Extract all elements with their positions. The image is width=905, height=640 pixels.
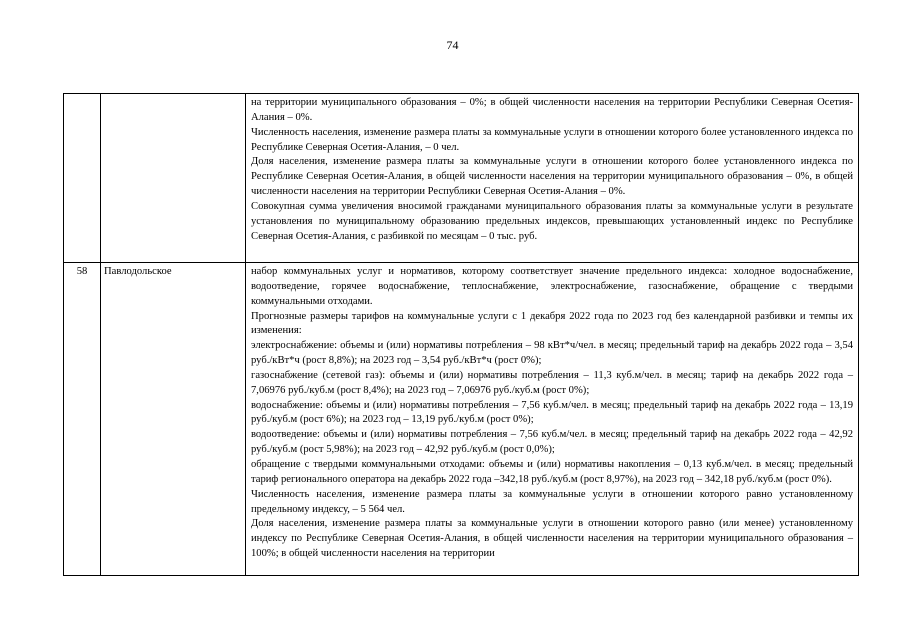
row-number-cell: 58: [64, 263, 101, 576]
description-cell: [246, 263, 859, 576]
description-paragraph: водоотведение: объемы и (или) нормативы потребления – 7,56 куб.м/чел. в месяц; предельный тариф на декабрь 2022 года – 42,92 руб./куб.м (рост 5,98%); на 2023 год – 42,92 руб./куб.м (рост 0,0%);: [251, 429, 853, 456]
description-paragraph: электроснабжение: объемы и (или) нормативы потребления – 98 кВт*ч/чел. в месяц; предельный тариф на декабрь 2022 года – 3,54 руб./кВт*ч (рост 8,8%); на 2023 год – 3,54 руб./кВт*ч (рост 0%);: [251, 340, 853, 367]
municipality-name-cell: [101, 94, 246, 263]
description-paragraph: Численность населения, изменение размера платы за коммунальные услуги в отношении которого равно установленному предельному индексу, – 5 564 чел.: [251, 488, 853, 515]
description-paragraph: Совокупная сумма увеличения вносимой гражданами муниципального образования платы за коммунальные услуги в результате установления по муниципальному образованию предельных индексов, превышающих установленный индекс по Республике Северная Осетия-Алания, с разбивкой по месяцам – 0 тыс. руб.: [251, 200, 853, 242]
row-number-cell: [64, 94, 101, 263]
description-paragraph: Доля населения, изменение размера платы за коммунальные услуги в отношении которого более установленного индекса по Республике Северная Осетия-Алания, в общей численности населения на территории муниципального образования – 0%, в общей численности населения на территории Республики Северная Осетия-Алания – 0%.: [251, 156, 853, 198]
description-paragraph: Прогнозные размеры тарифов на коммунальные услуги с 1 декабря 2022 года по 2023 год без календарной разбивки и темпы их изменения:: [251, 310, 853, 337]
description-paragraph: набор коммунальных услуг и нормативов, которому соответствует значение предельного индекса: холодное водоснабжение, водоотведение, горячее водоснабжение, теплоснабжение, электроснабжение, газоснабжение, обращение с твердыми коммунальными отходами.: [251, 266, 853, 307]
description-paragraph: водоснабжение: объемы и (или) нормативы потребления – 7,56 куб.м/чел. в месяц; предельный тариф на декабрь 2022 года – 13,19 руб./куб.м (рост 6%); на 2023 год – 13,19 руб./куб.м (рост 0%);: [251, 399, 853, 426]
description-paragraph: Численность населения, изменение размера платы за коммунальные услуги в отношении которого более установленного индекса по Республике Северная Осетия-Алания, – 0 чел.: [251, 126, 853, 153]
description-paragraph: обращение с твердыми коммунальными отходами: объемы и (или) нормативы накопления – 0,13 куб.м/чел. в месяц; предельный тариф регионального оператора на декабрь 2022 года –342,18 руб./куб.м (рост 8,97%), на 2023 год – 342,18 руб./куб.м (рост 0%).: [251, 458, 853, 485]
municipality-name-cell: Павлодольское: [101, 263, 246, 576]
municipal-tariff-table: [63, 93, 859, 576]
description-paragraph: Доля населения, изменение размера платы за коммунальные услуги в отношении которого равно (или менее) установленному индексу по Республике Северная Осетия-Алания, в общей численности населения на территории муниципального образования – 100%; в общей численности населения на территории: [251, 518, 853, 560]
description-paragraph: на территории муниципального образования – 0%; в общей численности населения на территории Республики Северная Осетия-Алания – 0%.: [251, 97, 853, 123]
description-paragraph: газоснабжение (сетевой газ): объемы и (или) нормативы потребления – 11,3 куб.м/чел. в месяц; тариф на декабрь 2022 года – 7,06976 руб./куб.м (рост 8,4%); на 2023 год – 7,06976 руб./куб.м (рост 0%);: [251, 369, 853, 396]
table-row: [64, 263, 859, 576]
table-row: [64, 94, 859, 263]
page-number: 74: [446, 38, 459, 52]
description-cell: [246, 94, 859, 263]
